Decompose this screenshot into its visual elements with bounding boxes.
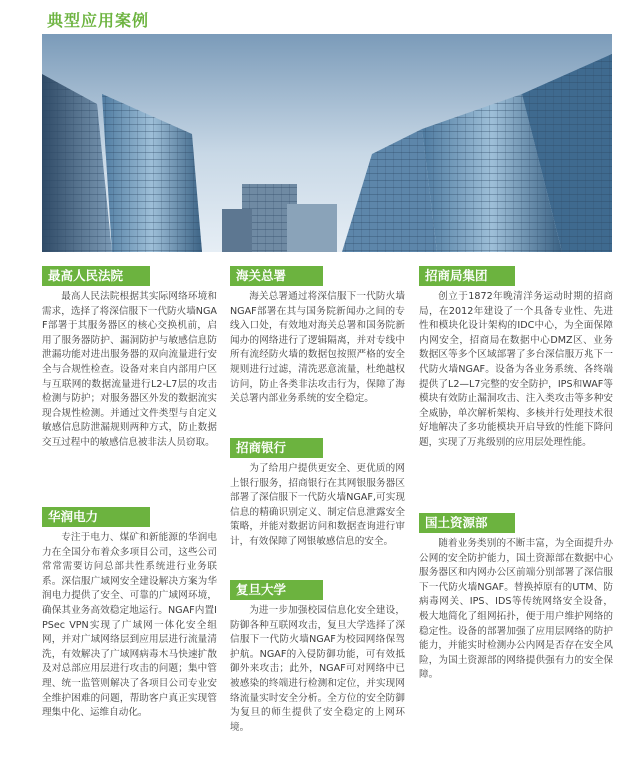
section-title-cmg: 招商局集团 [419, 266, 515, 286]
section-text-cmg: 创立于1872年晚清洋务运动时期的招商局，在2012年建设了一个具备专业性、先进性和模块化设计架构的IDC中心，为全面保障内网安全，招商局在数据中心DMZ区、业务数据区等多个区域部署了多台深信服万兆下一代防火墙NGAF。设备为各业务系统、各终端提供了L2—L7完整的安全防护，IPS和WAF等模块有效防止漏洞攻击、注入类攻击等多种安全威胁，单次解析架构、多核并行处理技术很好地解决了多功能模块开启导致的性能下降问题，实现了万兆级别的应用层处理性能。 [419, 291, 613, 448]
section-title-court: 最高人民法院 [42, 266, 150, 286]
section-text-court: 最高人民法院根据其实际网络环境和需求，选择了将深信服下一代防火墙NGAF部署于其服务器区的核心交换机前，启用了服务器防护、漏洞防护与敏感信息防泄漏功能对进出服务器的双向流量进行安全与合规性检查。设备对来自内部用户区与互联网的数据流量进行L2-L7层的攻击检测与防护；对服务器区外发的数据流实现合规性检测。并通过文件类型与自定义敏感信息防泄漏规则两种方式，防止数据交互过程中的敏感信息被非法人员窃取。 [42, 291, 217, 448]
section-text-cmb: 为了给用户提供更安全、更优质的网上银行服务，招商银行在其网银服务器区部署了深信服下一代防火墙NGAF,可实现信息的精确识别定义、制定信息泄露安全策略，并能对数据访问和数据查询进行审计，有效保障了网银敏感信息的安全。 [230, 463, 405, 547]
section-text-crpower: 专注于电力、煤矿和新能源的华润电力在全国分布着众多项目公司，这些公司常常需要访问总部共性系统进行业务联系。深信服广域网安全建设解决方案为华润电力提供了安全、可靠的广域网环境，确保其业务高效稳定地运行。NGAF内置IPSec VPN实现了广域网一体化安全组网，并对广域网络层到应用层进行流量清洗，有效解决了广域网病毒木马快速扩散及对总部应用层进行攻击的问题；集中管理、统一监管则解决了各项目公司专业安全维护困难的问题，帮助客户真正实现管理集中化、运维自动化。 [42, 532, 217, 719]
section-title-customs: 海关总署 [230, 266, 323, 286]
section-text-customs: 海关总署通过将深信服下一代防火墙NGAF部署在其与国务院新闻办之间的专线入口处，有效地对海关总署和国务院新闻办的网络进行了逻辑隔离，并对专线中所有流经防火墙的数据包按照严格的安全规则进行过滤，清洗恶意流量，杜绝越权访问，防止各类非法攻击行为，保障了海关总署内部业务系统的安全稳定。 [230, 291, 405, 405]
section-text-land: 随着业务类别的不断丰富，为全面提升办公网的安全防护能力，国土资源部在数据中心服务器区和内网办公区前端分别部署了深信服下一代防火墙NGAF。替换掉原有的UTM、防病毒网关、IPS、IDS等传统网络安全设备，极大地简化了组网拓扑，便于用户维护网络的稳定性。设备的部署加强了应用层网络的防护能力，并能实时检测办公内网是否存在安全风险，为国土资源部的网络提供强有力的安全保障。 [419, 538, 613, 681]
skyscraper-photo [42, 34, 612, 252]
section-title-fudan: 复旦大学 [230, 580, 323, 600]
section-title-land: 国土资源部 [419, 513, 515, 533]
page-title: 典型应用案例 [47, 11, 150, 30]
section-text-fudan: 为进一步加强校园信息化安全建设，防御各种互联网攻击，复旦大学选择了深信服下一代防火墙NGAF为校园网络保驾护航。NGAF的入侵防御功能，可有效抵御外来攻击；此外，NGAF可对网络中已被感染的终端进行检测和定位，并实现网络流量实时安全分析。全方位的安全防御为复旦的师生提供了安全稳定的上网环境。 [230, 605, 405, 733]
section-title-crpower: 华润电力 [42, 507, 150, 527]
section-title-cmb: 招商银行 [230, 438, 323, 458]
